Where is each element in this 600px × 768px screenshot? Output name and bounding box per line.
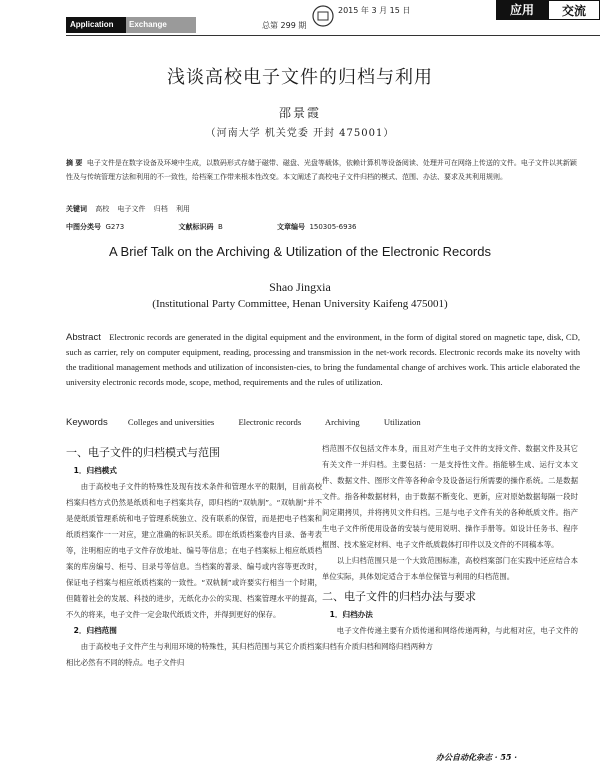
body-paragraph: 由于高校电子文件的特殊性及现有技术条件和管理水平的限制，目前高校档案归档方式仍然是纸质和电子档案共存，即归档的“双轨制”。“双轨制”并不是使纸质管理系统和电子管理系统独立、没有联系的保管，而是把电子档案和纸质档案作一一对应，建立准确的标识关系。即在纸质档案卷内目录、备考表等，注明相应的电子文件存放地址、编号等信息；在电子档案标上相应纸质档案的库房编号、柜号、目录号等信息。当档案的著录、编号或内容等更改时，保证电子档案与相应纸质档案的一致性。“双轨制”或许要实行相当一个时期，但随着社会的发展、科技的进步，无纸化办公的实现、档案管理水平的提高，不久的将来，电子文件一定会取代纸质文件，并得到更好的保存。 <box>66 482 322 619</box>
section-label-exchange: Exchange <box>126 17 196 33</box>
abstract-cn-text: 电子文件是在数字设备及环境中生成，以数码形式存储于磁带、磁盘、光盘等载体，依赖计算机等设备阅读、处理并可在网络上传送的文件。电子文件以其新颖性及与传统管理方法和利用的不一致性，给档案工作带来根本性改变。本文阐述了高校电子文件归档的模式、范围、办法、要求及其利用规则。 <box>66 159 577 181</box>
journal-logo-icon <box>312 5 334 27</box>
document-code: 文献标识码 B <box>178 223 223 231</box>
body-paragraph: 电子文件传递主要有介质传递和网络传递两种，与此相对应，电子文件的归档有介质归档和网络归档两种方 <box>322 626 578 651</box>
column-tag-application: 应用 <box>509 3 534 17</box>
keywords-cn <box>66 204 190 214</box>
section-heading: 一、电子文件的归档模式与范围 <box>66 446 220 459</box>
keyword-cn: 电子文件 <box>117 205 146 213</box>
author-cn: 邵景霞 <box>278 106 321 120</box>
abstract-en <box>66 330 580 390</box>
subsection-heading: 1．归档模式 <box>73 466 117 475</box>
column-tag <box>496 0 600 20</box>
subsection-heading: 1．归档办法 <box>329 610 373 619</box>
class-number: 中图分类号 G273 <box>66 223 125 231</box>
keyword-en: Colleges and universities <box>127 417 215 427</box>
publication-date: 2015 年 3 月 15 日 <box>338 6 411 15</box>
body-paragraph: 以上归档范围只是一个大致范围标准，高校档案部门在实践中还应结合本单位实际，具体划定适合于本单位保管与利用的归档范围。 <box>322 556 578 581</box>
body-paragraph: 由于高校电子文件产生与利用环境的特殊性，其归档范围与其它介质档案相比必然有不同的特点。电子文件归 <box>66 642 322 667</box>
article-number: 文章编号 150305-6936 <box>276 223 357 231</box>
page-footer: 办公自动化杂志 · 55 · <box>436 752 518 762</box>
author-en: Shao Jingxia <box>269 280 331 294</box>
header-divider <box>66 35 600 36</box>
keyword-cn: 归档 <box>153 205 168 213</box>
body-column-right <box>322 441 578 655</box>
journal-section-band <box>66 17 196 33</box>
abstract-cn-label: 摘 要 <box>66 159 83 167</box>
column-tag-exchange: 交流 <box>548 0 600 20</box>
subsection-heading: 2．归档范围 <box>73 626 117 635</box>
keyword-en: Electronic records <box>238 417 302 427</box>
affiliation-cn: （河南大学 机关党委 开封 475001） <box>205 128 395 139</box>
section-heading: 二、电子文件的归档办法与要求 <box>322 590 476 603</box>
article-title-cn: 浅谈高校电子文件的归档与利用 <box>167 67 433 88</box>
issue-number: 总第 299 期 <box>262 21 307 30</box>
keyword-cn: 利用 <box>175 205 190 213</box>
article-title-en: A Brief Talk on the Archiving & Utilization of the Electronic Records <box>108 244 491 259</box>
classification-line <box>66 222 409 232</box>
body-paragraph: 档范围不仅包括文件本身，而且对产生电子文件的支持文件、数据文件及其它有关文件一并归档。主要包括：一是支持性文件。指能够生成、运行文本文件、数据文件、图形文件等各种命令及设备运行所需要的操作系统。二是数据文件。指各种数据材料，由于数据不断变化、更新，应对原始数据每隔一段时间定期拷贝，并将拷贝文件归档。三是与电子文件有关的各种纸质文件。指产生电子文件所使用设备的安装与使用说明、操作手册等。如设计任务书、程序框图、技术鉴定材料、电子文件纸质载体打印件以及文件的不同稿本等。 <box>322 444 578 549</box>
keywords-cn-label: 关键词 <box>66 205 87 213</box>
keyword-cn: 高校 <box>95 205 110 213</box>
keywords-en-label: Keywords <box>66 417 108 428</box>
section-label-application: Application <box>66 17 126 33</box>
abstract-en-text: Electronic records are generated in the digital equipment and the environment, in the form of digital stored on magnetic tape, disk, CD, such as carrier, rely on computer equipment, reading, processing and transmission in the net-work records. Electronic records make its novelty with the traditional management methods and utilization of inconsisten-cies, to bring the fundamental change of archives work. This article elaborated the university electronic records mode, scope, method, requirements and the rules of utilization. <box>66 332 580 387</box>
abstract-cn <box>66 156 582 184</box>
body-column-left <box>66 441 322 671</box>
keywords-en <box>66 417 443 428</box>
abstract-en-label: Abstract <box>66 332 101 343</box>
keyword-en: Archiving <box>324 417 360 427</box>
affiliation-en: (Institutional Party Committee, Henan University Kaifeng 475001) <box>152 298 448 310</box>
keyword-en: Utilization <box>383 417 421 427</box>
